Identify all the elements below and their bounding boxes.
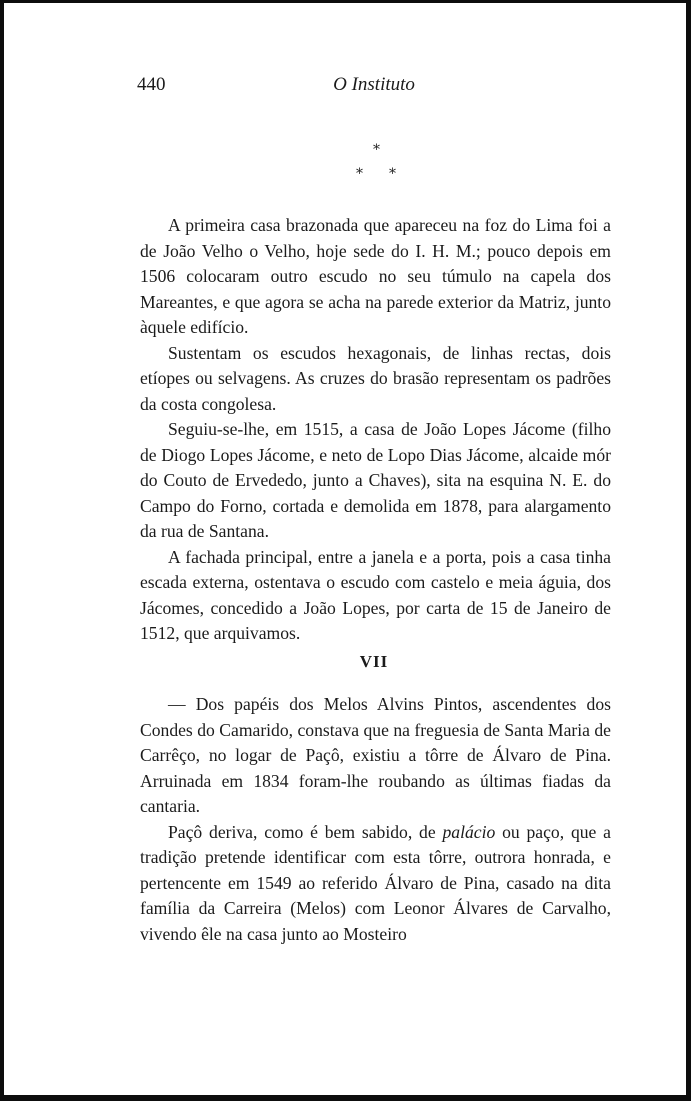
section-heading: VII bbox=[359, 652, 389, 671]
paragraph: A primeira casa brazonada que apareceu na foz do Lima foi a de João Velho o Velho, hoje sede do I. H. M.; pouco depois em 1506 colocaram outro escudo no seu túmulo na capela dos Mareantes, e que agora se acha na parede exterior da Matriz, junto àquele edifício. bbox=[140, 215, 611, 337]
paragraph: — Dos papéis dos Melos Alvins Pintos, ascendentes dos Condes do Camarido, constava que na freguesia de Santa Maria de Carrêço, no logar de Paçô, existiu a tôrre de Álvaro de Pina. Arruinada em 1834 foram-lhe roubando as últimas fiadas da cantaria. bbox=[140, 694, 611, 816]
section-2-body bbox=[140, 692, 611, 947]
paragraph-text: ou paço, que a tradição pretende identificar com esta tôrre, outrora honrada, e pertencente em 1549 ao referido Álvaro de Pina, casado na dita família da Carreira (Melos) com Leonor Álvares de Carvalho, vivendo êle na casa junto ao Mosteiro bbox=[140, 821, 611, 944]
page-number: 440 bbox=[137, 74, 166, 95]
asterisk: * bbox=[356, 166, 363, 182]
paragraph bbox=[140, 820, 611, 948]
italic-term: palácio bbox=[442, 821, 496, 842]
paragraph-text: Paçô deriva, como é bem sabido, de bbox=[168, 821, 443, 842]
paragraph: Seguiu-se-lhe, em 1515, a casa de João Lopes Jácome (filho de Diogo Lopes Jácome, e neto de Lopo Dias Jácome, alcaide mór do Couto de Ervededo, junto a Chaves), sita na esquina N. E. do Campo do Forno, cortada e demolida em 1878, para alargamento da rua de Santana. bbox=[140, 419, 611, 541]
asterism-ornament bbox=[344, 143, 414, 185]
running-head: O Instituto bbox=[333, 74, 415, 95]
paragraph: Sustentam os escudos hexagonais, de linhas rectas, dois etíopes ou selvagens. As cruzes do brasão representam os padrões da costa congolesa. bbox=[140, 342, 611, 414]
paragraph: A fachada principal, entre a janela e a porta, pois a casa tinha escada externa, ostentava o escudo com castelo e meia águia, dos Jácomes, concedido a João Lopes, por carta de 15 de Janeiro de 1512, que arquivamos. bbox=[140, 546, 611, 643]
section-1-body bbox=[140, 213, 611, 647]
asterisk: * bbox=[389, 166, 396, 182]
asterisk: * bbox=[373, 142, 380, 158]
